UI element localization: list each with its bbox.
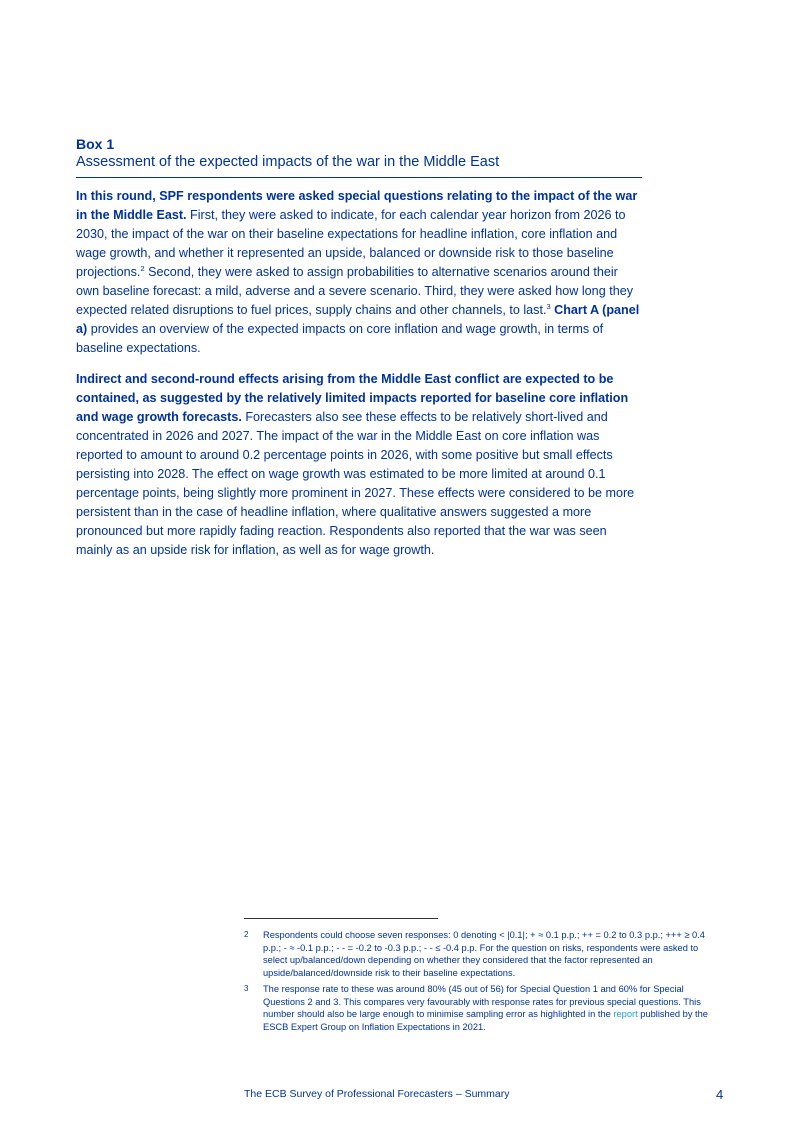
paragraph-intro-text-a: First, they were asked to indicate, for each calendar year horizon from 2026 to 2030, the impact of the war on their baseline expectations for headline inflation, core inflation and wage growth, and whether it represented an upside, balanced or downside risk to those baseline projections. — [76, 208, 626, 279]
paragraph-intro-text-c: provides an overview of the expected impacts on core inflation and wage growth, in terms of baseline expectations. — [76, 322, 604, 355]
footnote-3 — [244, 983, 724, 1033]
footnote-ref-3[interactable]: 3 — [546, 301, 551, 311]
footnote-text: Respondents could choose seven responses: 0 denoting < |0.1|; + ≈ 0.1 p.p.; ++ = 0.2 to 0.3 p.p.; +++ ≥ 0.4 p.p.; - ≈ -0.1 p.p.; - - = -0.2 to -0.3 p.p.; - - ≤ -0.4 p.p. For the question on risks, respondents were asked to select up/balanced/down depending on whether they considered that the factor represented an upside/balanced/downside risk to their baseline expectations. — [263, 930, 705, 978]
footnote-number: 2 — [244, 930, 249, 939]
footnote-text — [263, 983, 724, 1033]
footnote-number: 3 — [244, 984, 249, 993]
paragraph-intro-text-b: Second, they were asked to assign probabilities to alternative scenarios around their own baseline forecast: a mild, adverse and a severe scenario. Third, they were asked how long they expected related disruptions to fuel prices, supply chains and other channels, to last. — [76, 265, 633, 317]
paragraph-intro — [76, 187, 644, 358]
paragraph-intro-lead: In this round, SPF respondents were asked special questions relating to the impact of the war in the Middle East. — [76, 189, 638, 222]
footer-title: The ECB Survey of Professional Forecasters – Summary — [244, 1088, 510, 1100]
box-title: Assessment of the expected impacts of the war in the Middle East — [76, 154, 500, 170]
title-divider — [76, 177, 642, 178]
footnote-ref-2[interactable]: 2 — [140, 263, 145, 273]
footnote-2 — [244, 929, 724, 979]
chart-a-reference: Chart A (panel a) — [76, 303, 640, 336]
paragraph-second-round-lead: Indirect and second-round effects arising from the Middle East conflict are expected to be contained, as suggested by the relatively limited impacts reported for baseline core inflation and wage growth forecasts. — [76, 372, 629, 424]
report-link[interactable]: report — [613, 1009, 638, 1019]
footnote-text-after-link: published by the ESCB Expert Group on Inflation Expectations in 2021. — [263, 1009, 708, 1032]
footnote-divider — [244, 918, 438, 919]
paragraph-second-round-text: Forecasters also see these effects to be relatively short-lived and concentrated in 2026 and 2027. The impact of the war in the Middle East on core inflation was reported to amount to around 0.2 percentage points in 2026, with some positive but small effects persisting into 2028. The effect on wage growth was estimated to be more limited at around 0.1 percentage points, being slightly more prominent in 2027. These effects were considered to be more persistent than in the case of headline inflation, where qualitative answers suggested a more pronounced but more rapidly fading reaction. Respondents also reported that the war was seen mainly as an upside risk for inflation, as well as for wage growth. — [76, 410, 635, 557]
box-label: Box 1 — [76, 136, 115, 152]
paragraph-second-round — [76, 370, 644, 560]
footnote-text-before-link: The response rate to these was around 80% (45 out of 56) for Special Question 1 and 60% for Special Questions 2 and 3. This compares very favourably with response rates for previous special questions. This number should also be large enough to minimise sampling error as highlighted in the — [263, 984, 701, 1019]
page-number: 4 — [716, 1087, 724, 1102]
